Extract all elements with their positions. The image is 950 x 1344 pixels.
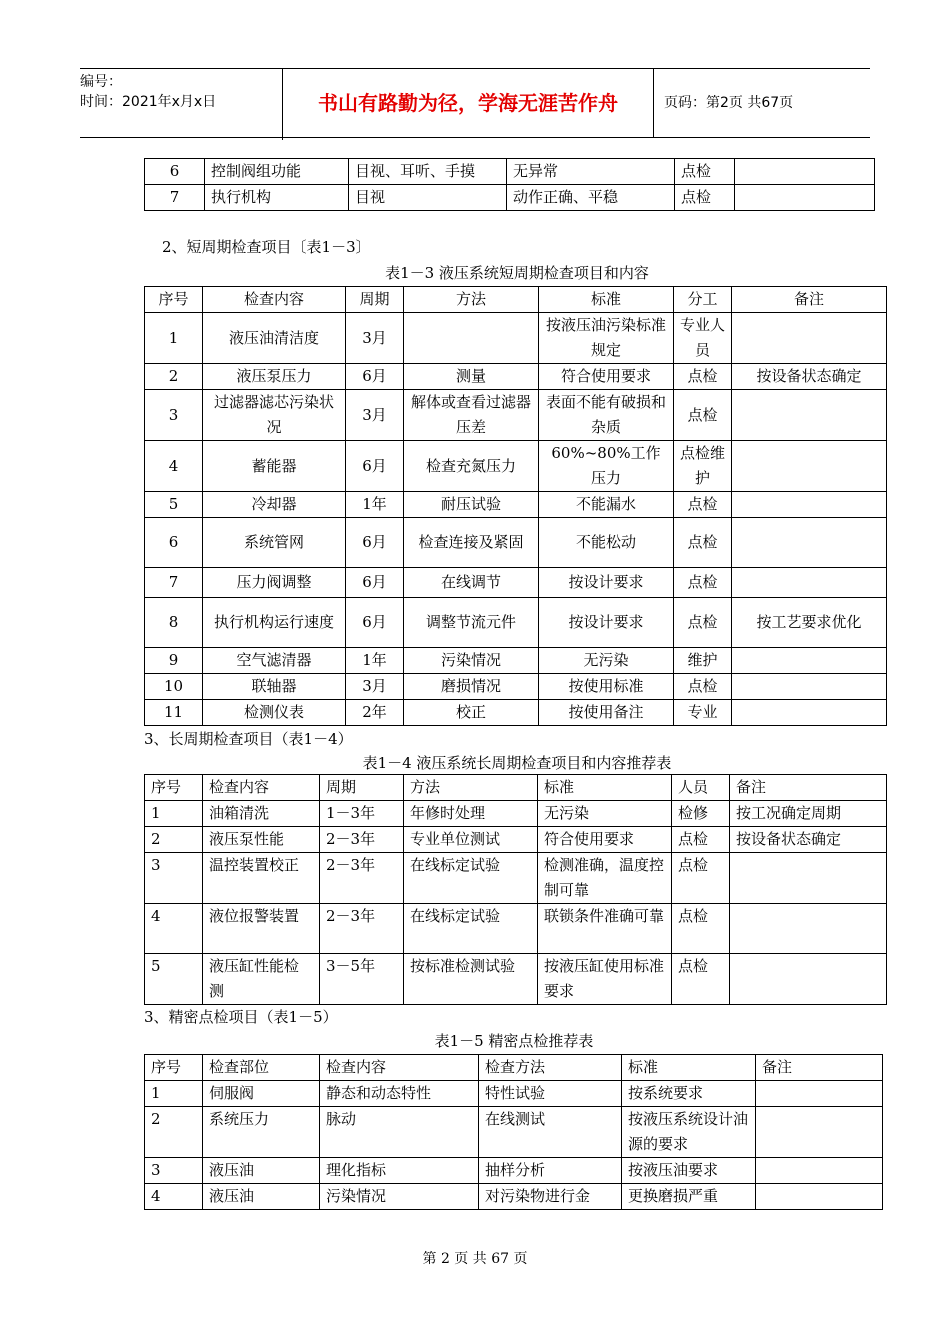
table-cell: 在线调节 xyxy=(404,568,539,598)
table-cell: 3 xyxy=(145,853,203,904)
header-page-label: 页码：第2页 共67页 xyxy=(664,95,794,111)
column-header: 备注 xyxy=(730,775,887,801)
table-row xyxy=(145,1107,883,1158)
table-cell: 理化指标 xyxy=(320,1158,479,1184)
table-cell xyxy=(732,492,887,518)
table-cell: 专业人员 xyxy=(674,313,732,364)
table-cell: 4 xyxy=(145,441,203,492)
table-short-period xyxy=(144,286,887,726)
cell xyxy=(735,185,875,211)
table-row xyxy=(145,518,887,568)
cell: 控制阀组功能 xyxy=(205,159,349,185)
table-cell xyxy=(732,568,887,598)
table-cell: 压力阀调整 xyxy=(203,568,346,598)
table-cell: 在线测试 xyxy=(479,1107,622,1158)
table-cell: 3 xyxy=(145,1158,203,1184)
document-header xyxy=(80,68,870,138)
table-cell xyxy=(756,1107,883,1158)
column-header: 人员 xyxy=(672,775,730,801)
header-motto: 书山有路勤为径，学海无涯苦作舟 xyxy=(283,69,654,137)
table-cell xyxy=(732,390,887,441)
table-cell: 按设计要求 xyxy=(539,598,674,648)
table-cell: 液压缸性能检测 xyxy=(203,954,320,1005)
table-cell: 校正 xyxy=(404,700,539,726)
table-cell: 符合使用要求 xyxy=(539,364,674,390)
table-cell: 对污染物进行金 xyxy=(479,1184,622,1210)
table-cell: 静态和动态特性 xyxy=(320,1081,479,1107)
table-cell: 点检维护 xyxy=(674,441,732,492)
table-header-row xyxy=(145,1055,883,1081)
table-cell: 在线标定试验 xyxy=(404,853,538,904)
table-cell: 点检 xyxy=(674,518,732,568)
column-header: 检查内容 xyxy=(203,775,320,801)
code-label: 编号： xyxy=(80,74,122,90)
table-cell: 按系统要求 xyxy=(622,1081,756,1107)
cell: 目视、耳听、手摸 xyxy=(349,159,507,185)
table-cell: 检测仪表 xyxy=(203,700,346,726)
table-cell: 系统管网 xyxy=(203,518,346,568)
table-cell: 更换磨损严重 xyxy=(622,1184,756,1210)
section4-heading: 3、精密点检项目（表1－5） xyxy=(144,1008,338,1026)
table-row xyxy=(145,648,887,674)
table-row xyxy=(145,801,887,827)
table-cell: 点检 xyxy=(672,827,730,853)
column-header: 序号 xyxy=(145,287,203,313)
table-cell: 表面不能有破损和杂质 xyxy=(539,390,674,441)
section4-caption: 表1－5 精密点检推荐表 xyxy=(434,1032,594,1050)
cell: 点检 xyxy=(675,159,735,185)
table-cell: 点检 xyxy=(674,492,732,518)
table-cell: 6 xyxy=(145,518,203,568)
table-cell: 4 xyxy=(145,1184,203,1210)
table-cell xyxy=(730,853,887,904)
table-row xyxy=(145,1184,883,1210)
time-label: 时间：2021年x月x日 xyxy=(80,94,217,110)
table-cell: 5 xyxy=(145,492,203,518)
table-cell: 检查充氮压力 xyxy=(404,441,539,492)
table-cell: 按标准检测试验 xyxy=(404,954,538,1005)
table-cell: 点检 xyxy=(674,674,732,700)
cell: 目视 xyxy=(349,185,507,211)
table-row xyxy=(145,1081,883,1107)
table-cell: 符合使用要求 xyxy=(538,827,672,853)
page-footer: 第 2 页 共 67 页 xyxy=(422,1251,528,1267)
table-row xyxy=(145,853,887,904)
table-precision-inspection xyxy=(144,1054,883,1210)
table-row xyxy=(145,364,887,390)
table-cell: 点检 xyxy=(672,853,730,904)
table-cell: 2－3年 xyxy=(320,827,404,853)
table-cell: 按工艺要求优化 xyxy=(732,598,887,648)
table-cell: 液压油 xyxy=(203,1184,320,1210)
table-cell: 解体或查看过滤器压差 xyxy=(404,390,539,441)
table-cell: 6月 xyxy=(346,364,404,390)
section2-caption: 表1－3 液压系统短周期检查项目和内容 xyxy=(385,264,649,282)
table-cell: 无污染 xyxy=(539,648,674,674)
table-cell: 检查连接及紧固 xyxy=(404,518,539,568)
column-header: 检查部位 xyxy=(203,1055,320,1081)
table-cell xyxy=(730,954,887,1005)
table-cell xyxy=(732,313,887,364)
table-cell: 脉动 xyxy=(320,1107,479,1158)
cell xyxy=(735,159,875,185)
table-row xyxy=(145,1158,883,1184)
table-cell xyxy=(756,1158,883,1184)
table-row xyxy=(145,700,887,726)
table-cell: 按液压油污染标准规定 xyxy=(539,313,674,364)
table-cell: 联轴器 xyxy=(203,674,346,700)
cell: 6 xyxy=(145,159,205,185)
table-cell: 3月 xyxy=(346,313,404,364)
table-cell xyxy=(732,674,887,700)
table-cell: 11 xyxy=(145,700,203,726)
table-cell: 维护 xyxy=(674,648,732,674)
column-header: 标准 xyxy=(622,1055,756,1081)
table-cell: 系统压力 xyxy=(203,1107,320,1158)
table-row xyxy=(145,390,887,441)
table-cell: 检测准确，温度控制可靠 xyxy=(538,853,672,904)
table-cell: 液压油清洁度 xyxy=(203,313,346,364)
table-cell: 年修时处理 xyxy=(404,801,538,827)
column-header: 备注 xyxy=(732,287,887,313)
table-cell: 按液压缸使用标准要求 xyxy=(538,954,672,1005)
table-cell: 1年 xyxy=(346,648,404,674)
column-header: 检查内容 xyxy=(320,1055,479,1081)
header-left xyxy=(80,69,283,140)
table-cell: 蓄能器 xyxy=(203,441,346,492)
table-row xyxy=(145,598,887,648)
table-cell: 测量 xyxy=(404,364,539,390)
table-cell: 按使用备注 xyxy=(539,700,674,726)
column-header: 方法 xyxy=(404,775,538,801)
table-header-row xyxy=(145,775,887,801)
table-cell: 专业 xyxy=(674,700,732,726)
table-row xyxy=(145,185,875,211)
table-cell: 点检 xyxy=(674,598,732,648)
table-cell: 1 xyxy=(145,313,203,364)
table-cell: 液位报警装置 xyxy=(203,904,320,954)
table-row xyxy=(145,441,887,492)
table-cell: 2 xyxy=(145,827,203,853)
table-cell: 不能漏水 xyxy=(539,492,674,518)
table-cell: 专业单位测试 xyxy=(404,827,538,853)
table-cell: 2－3年 xyxy=(320,904,404,954)
table-top-continuation xyxy=(144,158,875,211)
table-cell: 油箱清洗 xyxy=(203,801,320,827)
table-cell: 按液压油要求 xyxy=(622,1158,756,1184)
cell: 点检 xyxy=(675,185,735,211)
table-cell: 按设计要求 xyxy=(539,568,674,598)
table-cell: 按设备状态确定 xyxy=(730,827,887,853)
table-cell: 液压泵性能 xyxy=(203,827,320,853)
column-header: 检查内容 xyxy=(203,287,346,313)
table-cell: 1年 xyxy=(346,492,404,518)
column-header: 检查方法 xyxy=(479,1055,622,1081)
table-cell: 6月 xyxy=(346,598,404,648)
table-row xyxy=(145,954,887,1005)
table-row xyxy=(145,492,887,518)
table-row xyxy=(145,159,875,185)
table-cell: 按工况确定周期 xyxy=(730,801,887,827)
section3-heading: 3、长周期检查项目（表1－4） xyxy=(144,730,353,748)
table-cell: 磨损情况 xyxy=(404,674,539,700)
table-cell: 6月 xyxy=(346,568,404,598)
table-cell: 空气滤清器 xyxy=(203,648,346,674)
table-cell: 在线标定试验 xyxy=(404,904,538,954)
table-cell: 3月 xyxy=(346,390,404,441)
table-row xyxy=(145,674,887,700)
cell: 动作正确、平稳 xyxy=(507,185,675,211)
column-header: 序号 xyxy=(145,775,203,801)
table-cell xyxy=(732,518,887,568)
table-cell: 调整节流元件 xyxy=(404,598,539,648)
table-cell: 按使用标准 xyxy=(539,674,674,700)
table-header-row xyxy=(145,287,887,313)
column-header: 分工 xyxy=(674,287,732,313)
table-cell: 按液压系统设计油源的要求 xyxy=(622,1107,756,1158)
cell: 执行机构 xyxy=(205,185,349,211)
table-cell: 2 xyxy=(145,1107,203,1158)
table-cell: 1 xyxy=(145,1081,203,1107)
table-cell xyxy=(732,648,887,674)
table-cell: 60%~80%工作压力 xyxy=(539,441,674,492)
table-long-period xyxy=(144,774,887,1005)
table-cell: 过滤器滤芯污染状况 xyxy=(203,390,346,441)
table-cell: 温控装置校正 xyxy=(203,853,320,904)
column-header: 周期 xyxy=(320,775,404,801)
table-cell: 6月 xyxy=(346,518,404,568)
table-cell: 检修 xyxy=(672,801,730,827)
table-cell: 3－5年 xyxy=(320,954,404,1005)
column-header: 周期 xyxy=(346,287,404,313)
table-cell: 8 xyxy=(145,598,203,648)
table-cell xyxy=(732,700,887,726)
table-cell: 特性试验 xyxy=(479,1081,622,1107)
table-cell: 耐压试验 xyxy=(404,492,539,518)
table-cell: 液压泵压力 xyxy=(203,364,346,390)
table-cell: 1 xyxy=(145,801,203,827)
table-cell: 不能松动 xyxy=(539,518,674,568)
table-cell xyxy=(404,313,539,364)
table-cell: 联锁条件准确可靠 xyxy=(538,904,672,954)
table-cell: 点检 xyxy=(672,954,730,1005)
table-cell: 7 xyxy=(145,568,203,598)
table-cell: 5 xyxy=(145,954,203,1005)
table-cell: 冷却器 xyxy=(203,492,346,518)
table-cell: 伺服阀 xyxy=(203,1081,320,1107)
table-cell: 液压油 xyxy=(203,1158,320,1184)
table-cell: 抽样分析 xyxy=(479,1158,622,1184)
table-cell xyxy=(730,904,887,954)
section2-heading: 2、短周期检查项目〔表1－3〕 xyxy=(162,238,371,256)
table-cell: 3月 xyxy=(346,674,404,700)
table-row xyxy=(145,313,887,364)
table-cell: 1－3年 xyxy=(320,801,404,827)
table-cell: 污染情况 xyxy=(404,648,539,674)
table-cell: 无污染 xyxy=(538,801,672,827)
table-cell: 4 xyxy=(145,904,203,954)
table-cell: 按设备状态确定 xyxy=(732,364,887,390)
table-cell: 2年 xyxy=(346,700,404,726)
cell: 7 xyxy=(145,185,205,211)
table-cell: 9 xyxy=(145,648,203,674)
column-header: 标准 xyxy=(538,775,672,801)
table-cell: 10 xyxy=(145,674,203,700)
column-header: 标准 xyxy=(539,287,674,313)
table-cell: 污染情况 xyxy=(320,1184,479,1210)
table-cell xyxy=(756,1081,883,1107)
table-cell: 点检 xyxy=(674,390,732,441)
cell: 无异常 xyxy=(507,159,675,185)
table-cell: 执行机构运行速度 xyxy=(203,598,346,648)
table-row xyxy=(145,568,887,598)
table-cell: 点检 xyxy=(674,568,732,598)
table-cell: 点检 xyxy=(674,364,732,390)
table-cell xyxy=(732,441,887,492)
table-row xyxy=(145,904,887,954)
table-cell: 3 xyxy=(145,390,203,441)
section3-caption: 表1－4 液压系统长周期检查项目和内容推荐表 xyxy=(362,754,672,772)
table-cell: 2 xyxy=(145,364,203,390)
column-header: 方法 xyxy=(404,287,539,313)
table-cell xyxy=(756,1184,883,1210)
table-cell: 点检 xyxy=(672,904,730,954)
column-header: 序号 xyxy=(145,1055,203,1081)
column-header: 备注 xyxy=(756,1055,883,1081)
table-cell: 6月 xyxy=(346,441,404,492)
table-cell: 2－3年 xyxy=(320,853,404,904)
table-row xyxy=(145,827,887,853)
